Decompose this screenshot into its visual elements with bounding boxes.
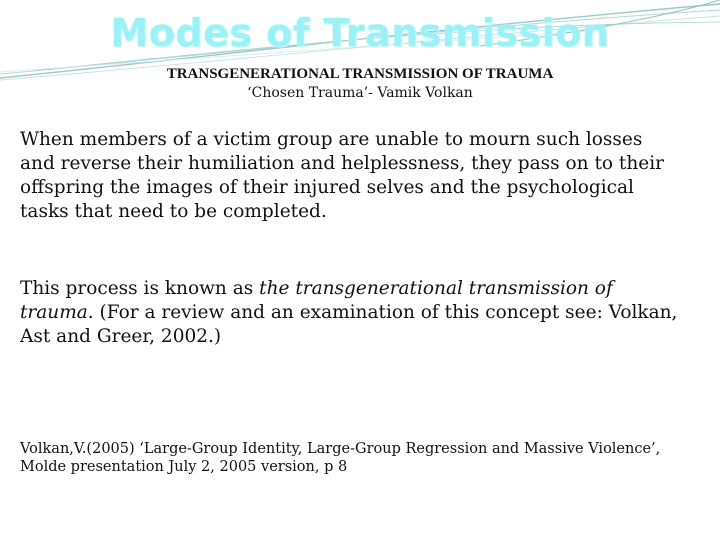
slide-title: Modes of Transmission [110, 11, 610, 55]
paragraph-victim-group: When members of a victim group are unable to mourn such losses and reverse their humiliation and helplessness, they pass on to their offspring the images of their injured selves and the psychological tasks that need to be completed. [20, 129, 664, 222]
slide-heading-block [0, 65, 720, 103]
paragraph-process-emphasis: the transgenerational transmission of trauma [20, 278, 613, 323]
paragraph-process-lead: This process is known as [20, 278, 260, 299]
slide-heading: TRANSGENERATIONAL TRANSMISSION OF TRAUMA [166, 66, 554, 82]
paragraph-process [20, 277, 680, 349]
reference-citation: Volkan,V.(2005) ‘Large-Group Identity, Large-Group Regression and Massive Violence’, Molde presentation July 2, 2005 version, p 8 [20, 441, 661, 475]
slide-subheading: ‘Chosen Trauma’- Vamik Volkan [247, 85, 473, 101]
paragraph-process-tail: . (For a review and an examination of this concept see: Volkan, Ast and Greer, 2002.) [20, 302, 678, 347]
